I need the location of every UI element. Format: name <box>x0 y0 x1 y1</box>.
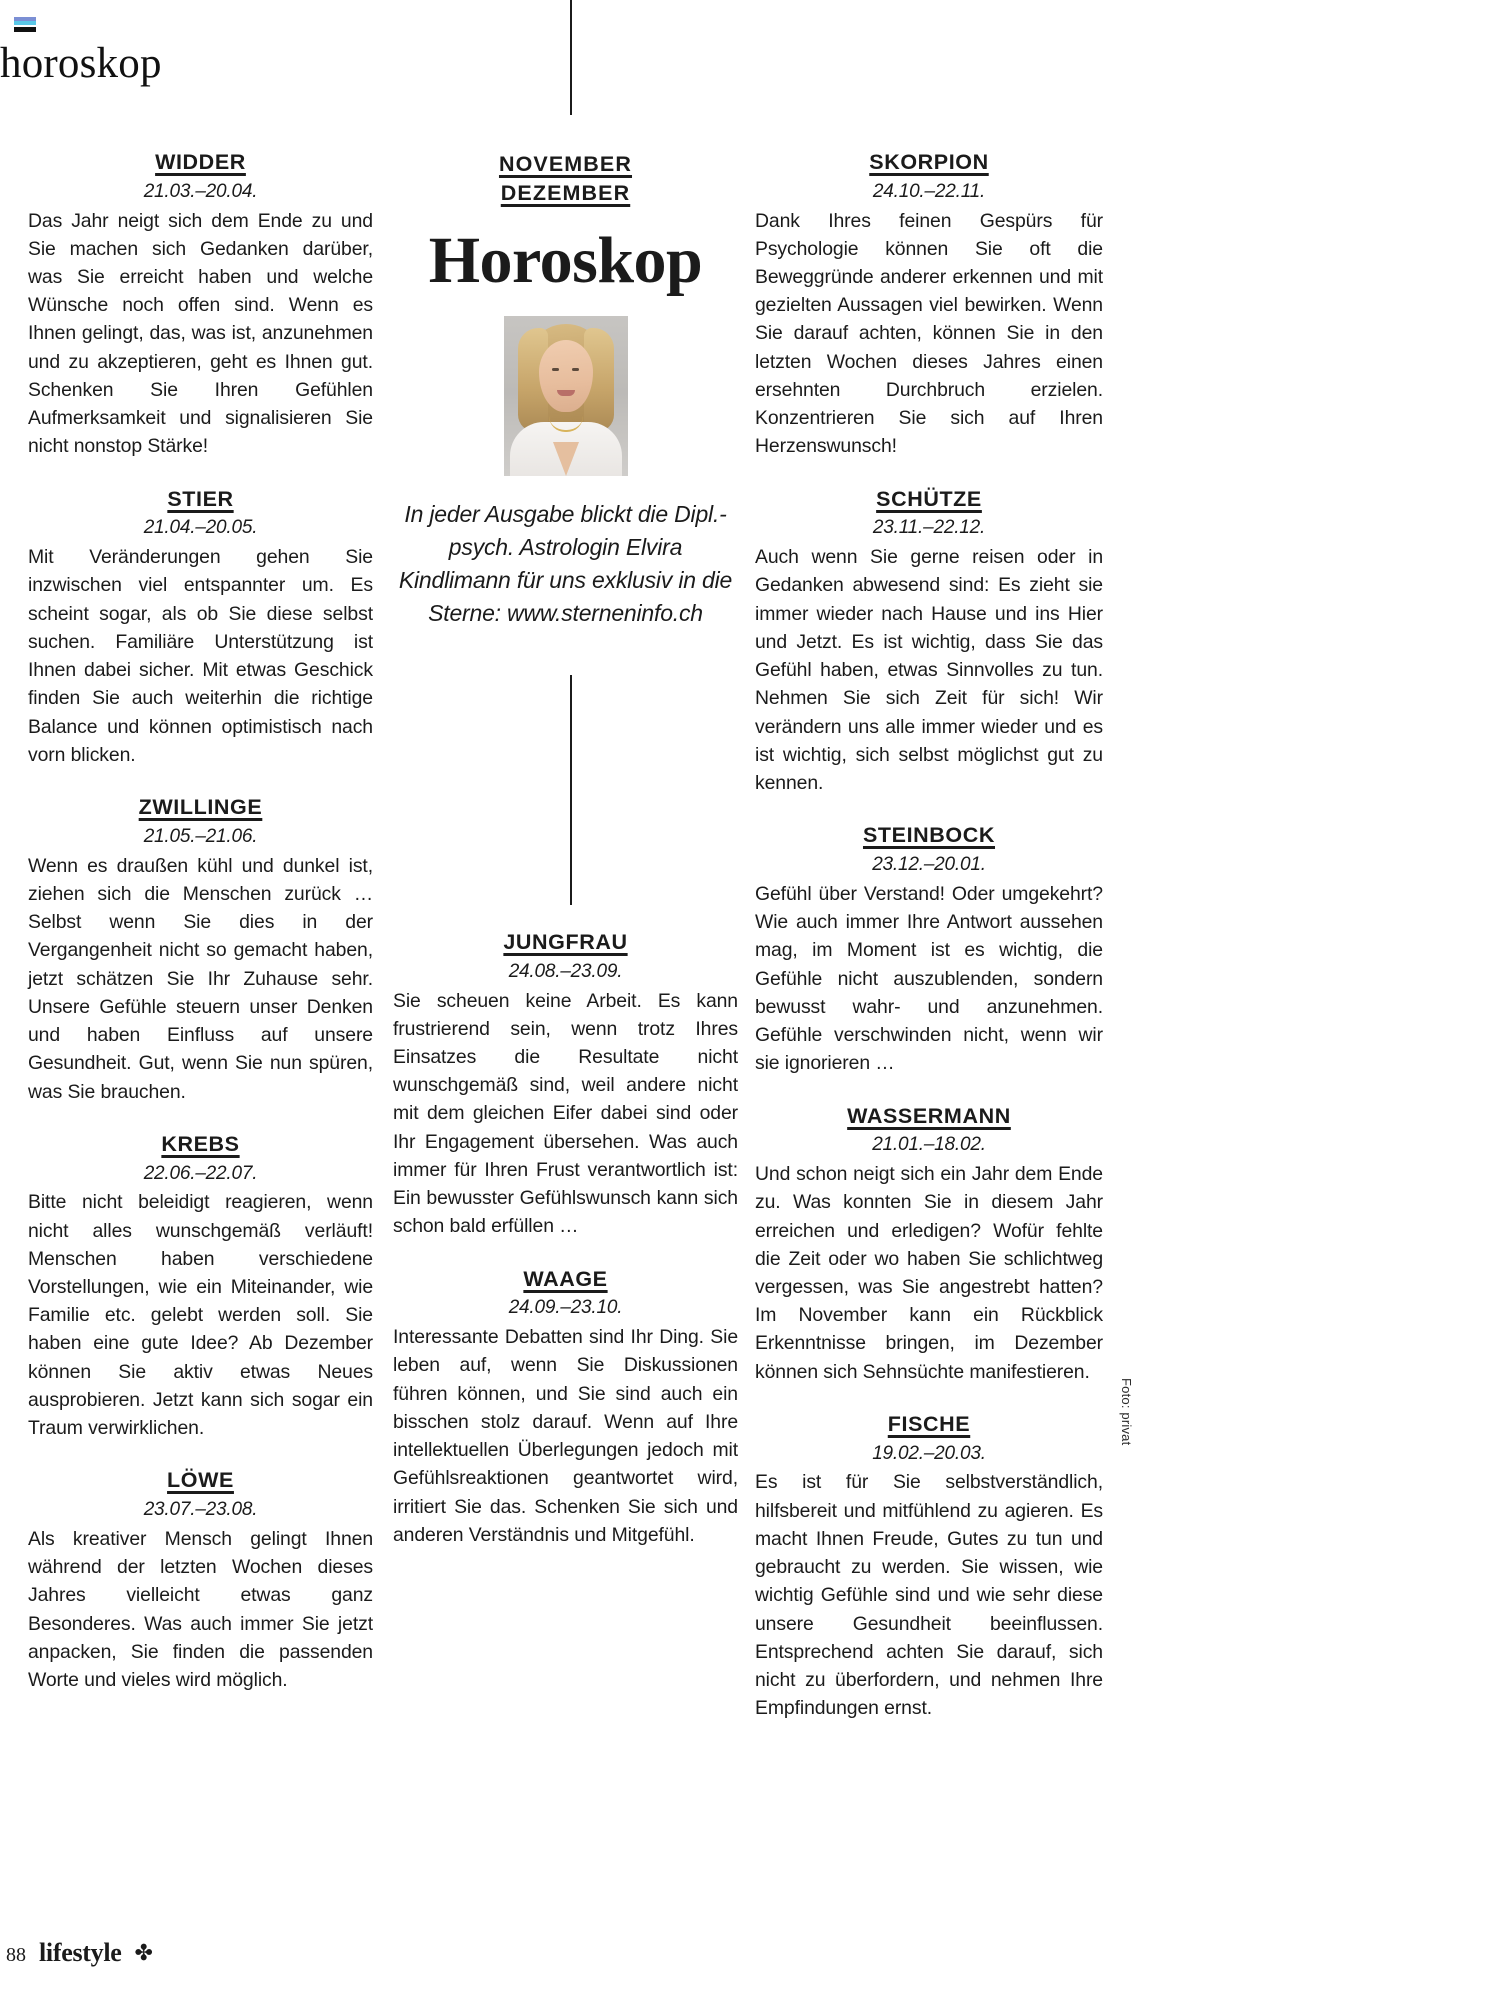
sign-block-skorpion <box>755 150 1103 461</box>
sign-name-fische: FISCHE <box>887 1411 971 1436</box>
sign-block-krebs <box>28 1132 373 1443</box>
astrologer-portrait-photo <box>504 316 628 476</box>
sign-dates-schuetze: 23.11.–22.12. <box>872 517 986 539</box>
photo-credit: Foto: privat <box>1119 1378 1134 1446</box>
feature-block <box>393 150 738 629</box>
sign-text-widder: Das Jahr neigt sich dem Ende zu und Sie machen sich Gedanken darüber, was Sie erreicht haben und welche Wünsche noch offen sind. Wenn es Ihnen gelingt, das, was ist, anzunehmen und zu akzeptieren, geht es Ihnen gut. Schenken Sie Ihren Gefühlen Aufmerksamkeit und signalisieren Sie nicht nonstop Stärke! <box>28 209 373 458</box>
sign-text-krebs: Bitte nicht beleidigt reagieren, wenn nicht alles wunschgemäß verläuft! Menschen haben verschiedene Vorstellungen, wie ein Miteinander, wie Familie etc. gelebt werden soll. Sie haben eine gute Idee? Ab Dezember können Sie aktiv etwas Neues ausprobieren. Jetzt kann sich sogar ein Traum verwirklichen. <box>28 1191 373 1440</box>
sign-text-jungfrau: Sie scheuen keine Arbeit. Es kann frustrierend sein, wenn trotz Ihres Einsatzes die Resultate nicht wunschgemäß sind, weil andere nicht mit dem gleichen Eifer dabei sind oder Ihr Engagement übersehen. Was auch immer für Ihren Frust verantwortlich ist: Ein bewusster Gefühlswunsch kann sich schon bald erfüllen … <box>393 989 738 1238</box>
sign-block-wassermann <box>755 1104 1103 1386</box>
column-middle-lower <box>393 930 738 1575</box>
column-divider-middle <box>570 675 572 905</box>
sign-text-steinbock: Gefühl über Verstand! Oder umgekehrt? Wie auch immer Ihre Antwort aussehen mag, im Moment ist es wichtig, die Gefühle nicht auszublenden, sondern bewusst wahr- und anzunehmen. Gefühle verschwinden nicht, wenn wir sie ignorieren … <box>755 882 1103 1075</box>
sign-text-zwillinge: Wenn es draußen kühl und dunkel ist, ziehen sich die Menschen zurück … Selbst wenn Sie dies in der Vergangenheit nicht so gemacht haben, jetzt schätzen Sie Ihr Zuhause sehr. Unsere Gefühle steuern unser Denken und haben Einfluss auf unsere Gesundheit. Gut, wenn Sie nun spüren, was Sie brauchen. <box>28 854 373 1103</box>
sign-block-zwillinge <box>28 795 373 1106</box>
sign-dates-wassermann: 21.01.–18.02. <box>872 1134 986 1156</box>
feature-caption: In jeder Ausgabe blickt die Dipl.-psych. Astrologin Elvira Kindlimann für uns exklusiv in die Sterne: www.sterneninfo.ch <box>398 500 733 626</box>
sign-name-jungfrau: JUNGFRAU <box>503 930 628 954</box>
sign-dates-krebs: 22.06.–22.07. <box>143 1162 258 1184</box>
column-divider-top <box>570 0 572 115</box>
sign-text-waage: Interessante Debatten sind Ihr Ding. Sie leben auf, wenn Sie Diskussionen führen können, und Sie sind auch ein bisschen stolz darauf. Wenn auf Ihre intellektuellen Überlegungen jedoch mit Gefühlsreaktionen geantwortet wird, irritiert Sie das. Schenken Sie sich und anderen Verständnis und Mitgefühl. <box>393 1326 738 1546</box>
sign-text-loewe: Als kreativer Mensch gelingt Ihnen während der letzten Wochen dieses Jahres vielleicht etwas ganz Besonderes. Was auch immer Sie jetzt anpacken, Sie finden die passenden Worte und vieles wird möglich. <box>28 1527 373 1692</box>
sign-name-steinbock: STEINBOCK <box>862 823 996 848</box>
flower-glyph-icon: ✤ <box>134 1940 153 1965</box>
sign-dates-fische: 19.02.–20.03. <box>872 1442 986 1464</box>
sign-block-schuetze <box>755 487 1103 798</box>
sign-name-schuetze: SCHÜTZE <box>876 486 982 511</box>
sign-text-schuetze: Auch wenn Sie gerne reisen oder in Gedanken abwesend sind: Es zieht sie immer wieder nach Hause und ins Hier und Jetzt. Es ist wichtig, dass Sie das Gefühl haben, etwas Sinnvolles zu tun. Nehmen Sie sich Zeit für sich! Wir verändern uns alle immer wieder und es ist wichtig, sich selbst möglichst gut zu kennen. <box>755 546 1103 795</box>
feature-kicker <box>393 150 738 208</box>
sign-name-skorpion: SKORPION <box>869 150 989 174</box>
sign-dates-zwillinge: 21.05.–21.06. <box>143 825 258 847</box>
sign-name-waage: WAAGE <box>523 1266 608 1291</box>
sign-text-wassermann: Und schon neigt sich ein Jahr dem Ende zu. Was konnten Sie in diesem Jahr erreichen und erledigen? Wofür fehlte die Zeit oder wo haben Sie schlichtweg vergessen, was Sie angestrebt hatten? Im November kann ein Rückblick Erkenntnisse bringen, im Dezember können sich Sehnsüchte manifestieren. <box>755 1163 1103 1383</box>
sign-text-fische: Es ist für Sie selbstverständlich, hilfsbereit und mitfühlend zu agieren. Es macht Ihnen Freude, Gutes zu tun und gebraucht zu werden. Sie wissen, wie wichtig Gefühle sind und wie sehr diese unsere Gesundheit beeinflussen. Entsprechend achten Sie darauf, sich nicht zu überfordern, und nehmen Ihre Empfindungen ernst. <box>755 1471 1103 1720</box>
feature-kicker-line2: DEZEMBER <box>500 181 631 206</box>
sign-name-krebs: KREBS <box>161 1131 240 1156</box>
sign-block-steinbock <box>755 823 1103 1077</box>
sign-dates-waage: 24.09.–23.10. <box>508 1297 623 1319</box>
column-right <box>755 150 1103 1749</box>
sign-block-loewe <box>28 1468 373 1694</box>
sign-name-wassermann: WASSERMANN <box>847 1103 1011 1128</box>
sign-name-widder: WIDDER <box>155 150 246 174</box>
sign-block-fische <box>755 1412 1103 1723</box>
feature-title: Horoskop <box>428 224 703 298</box>
sign-block-waage <box>393 1267 738 1549</box>
sign-block-widder <box>28 150 373 461</box>
sign-name-loewe: LÖWE <box>167 1468 234 1493</box>
sign-text-skorpion: Dank Ihres feinen Gespürs für Psychologie können Sie oft die Beweggründe anderer erkennen und mit gezielten Aussagen viel bewirken. Wenn Sie darauf achten, können Sie in den letzten Wochen dieses Jahres einen ersehnten Durchbruch erzielen. Konzentrieren Sie sich auf Ihren Herzenswunsch! <box>755 209 1103 458</box>
sign-dates-skorpion: 24.10.–22.11. <box>872 180 986 202</box>
sign-text-stier: Mit Veränderungen gehen Sie inzwischen viel entspannter um. Es scheint sogar, als ob Sie diese selbst suchen. Familiäre Unterstützung ist Ihnen dabei sicher. Mit etwas Geschick finden Sie auch weiterhin die richtige Balance und können optimistisch nach vorn blicken. <box>28 546 373 766</box>
registration-mark-icon <box>14 14 36 34</box>
sign-dates-stier: 21.04.–20.05. <box>143 517 258 539</box>
sign-dates-loewe: 23.07.–23.08. <box>143 1499 258 1521</box>
sign-block-jungfrau <box>393 930 738 1241</box>
feature-kicker-line1: NOVEMBER <box>498 152 633 176</box>
portrait-wrapper <box>393 316 738 476</box>
sign-dates-jungfrau: 24.08.–23.09. <box>508 960 623 982</box>
footer-brand: lifestyle <box>39 1938 122 1967</box>
sign-name-stier: STIER <box>167 486 234 511</box>
sign-dates-widder: 21.03.–20.04. <box>143 180 258 202</box>
sign-block-stier <box>28 487 373 769</box>
sign-dates-steinbock: 23.12.–20.01. <box>872 854 986 876</box>
sign-name-zwillinge: ZWILLINGE <box>138 795 263 820</box>
page-number: 88 <box>6 1944 26 1966</box>
column-left <box>28 150 373 1720</box>
page-footer <box>6 1938 153 1968</box>
page-masthead: horoskop <box>0 40 162 87</box>
